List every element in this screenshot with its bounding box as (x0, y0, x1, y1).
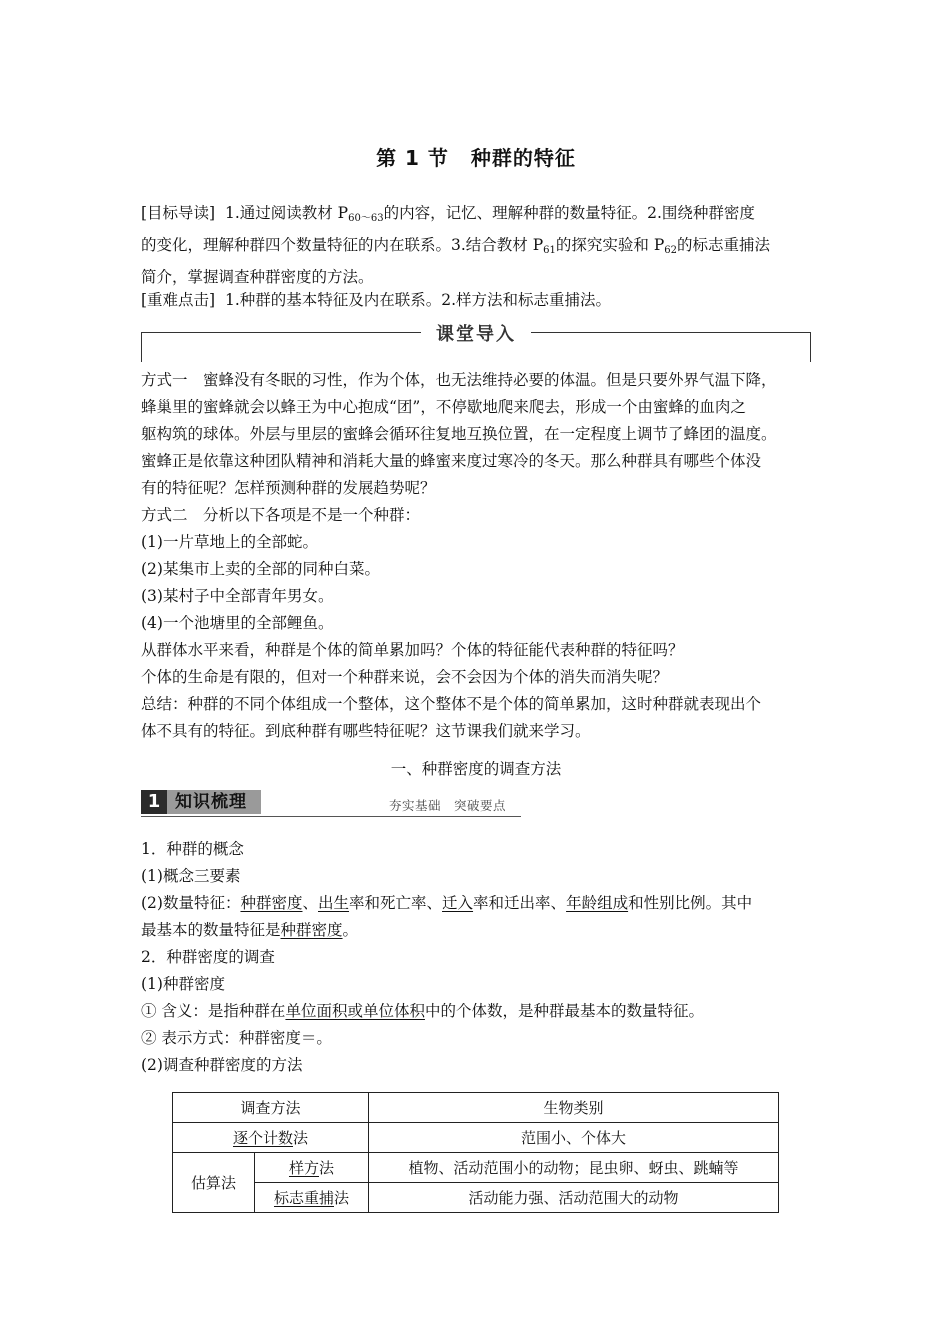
body-line: 最基本的数量特征是种群密度。 (141, 921, 359, 939)
table-cell-scope: 植物、活动范围小的动物；昆虫卵、蚜虫、跳蝻等 (369, 1153, 779, 1183)
intro-paragraphs (141, 367, 811, 745)
table-cell-scope: 活动能力强、活动范围大的动物 (369, 1183, 779, 1213)
answer-blank: 种群密度 (280, 921, 343, 939)
table-header-cell: 调查方法 (173, 1093, 369, 1123)
page-range-subscript: 60～63 (348, 213, 384, 224)
intro-line: 有的特征呢？怎样预测种群的发展趋势呢？ (141, 479, 436, 497)
objectives-paragraph (141, 200, 811, 291)
intro-line: 躯构筑的球体。外层与里层的蜜蜂会循环往复地互换位置，在一定程度上调节了蜂团的温度。 (141, 425, 777, 443)
body-line: (1)种群密度 (141, 975, 225, 993)
answer-blank: 出生 (318, 894, 350, 912)
objectives-text: 1.通过阅读教材 P (224, 204, 349, 222)
objectives-label: [目标导读] (141, 204, 216, 222)
keypoints-label: [重难点击] (141, 291, 216, 309)
title-section-number: 第 1 节 (376, 146, 449, 170)
objectives-text: 的变化，理解种群四个数量特征的内在联系。3.结合教材 P (141, 236, 544, 254)
intro-line: 总结：种群的不同个体组成一个整体，这个整体不是个体的简单累加，这时种群就表现出个 (141, 695, 762, 713)
objectives-text: 的探究实验和 P (555, 236, 665, 254)
table-row (173, 1123, 779, 1153)
knowledge-number: 1 (141, 790, 167, 814)
intro-header-frame (141, 320, 811, 364)
section-heading: 一、种群密度的调查方法 (390, 760, 562, 778)
body-line: ② 表示方式：种群密度＝。 (141, 1029, 332, 1047)
page-subscript: 61 (543, 245, 556, 256)
table-cell-method: 逐个计数法 (173, 1123, 369, 1153)
objectives-line-3: 简介，掌握调查种群密度的方法。 (141, 268, 374, 286)
table-cell-method: 样方法 (255, 1153, 369, 1183)
knowledge-paragraphs (141, 836, 811, 1079)
knowledge-tagline: 夯实基础 突破要点 (389, 798, 507, 813)
table-cell-method: 标志重捕法 (255, 1183, 369, 1213)
keypoints-text: 1.种群的基本特征及内在联系。2.样方法和标志重捕法。 (224, 291, 612, 309)
intro-line: 方式一 蜜蜂没有冬眠的习性，作为个体，也无法维持必要的体温。但是只要外界气温下降， (141, 371, 777, 389)
objectives-text: 的内容，记忆、理解种群的数量特征。2.围绕种群密度 (383, 204, 755, 222)
table-cell-scope: 范围小、个体大 (369, 1123, 779, 1153)
knowledge-header (141, 790, 521, 820)
page-subscript: 62 (664, 245, 677, 256)
intro-line: (2)某集市上卖的全部的同种白菜。 (141, 560, 380, 578)
body-line: (1)概念三要素 (141, 867, 241, 885)
intro-line: 方式二 分析以下各项是不是一个种群： (141, 506, 421, 524)
title-topic: 种群的特征 (470, 146, 576, 170)
intro-line: 从群体水平来看，种群是个体的简单累加吗？个体的特征能代表种群的特征吗？ (141, 641, 684, 659)
objectives-line-2 (141, 232, 811, 264)
intro-line: (4)一个池塘里的全部鲤鱼。 (141, 614, 334, 632)
objectives-line-1 (141, 200, 811, 232)
body-line: (2)数量特征：种群密度、出生率和死亡率、迁入率和迁出率、年龄组成和性别比例。其中 (141, 894, 753, 912)
answer-blank: 迁入 (442, 894, 474, 912)
answer-blank: 年龄组成 (566, 894, 629, 912)
body-line: 2．种群密度的调查 (141, 948, 275, 966)
table-header-cell: 生物类别 (369, 1093, 779, 1123)
table-header-row (173, 1093, 779, 1123)
intro-line: 体不具有的特征。到底种群有哪些特征呢？这节课我们就来学习。 (141, 722, 591, 740)
body-line: (2)调查种群密度的方法 (141, 1056, 303, 1074)
intro-line: 蜜蜂正是依靠这种团队精神和消耗大量的蜂蜜来度过寒冷的冬天。那么种群具有哪些个体没 (141, 452, 762, 470)
body-line: ① 含义：是指种群在单位面积或单位体积中的个体数，是种群最基本的数量特征。 (141, 1002, 704, 1020)
intro-line: (3)某村子中全部青年男女。 (141, 587, 334, 605)
table-row (173, 1153, 779, 1183)
intro-line: 蜂巢里的蜜蜂就会以蜂王为中心抱成“团”，不停歇地爬来爬去，形成一个由蜜蜂的血肉之 (141, 398, 746, 416)
body-line: 1．种群的概念 (141, 840, 244, 858)
intro-line: 个体的生命是有限的，但对一个种群来说，会不会因为个体的消失而消失呢？ (141, 668, 669, 686)
page-title (141, 142, 811, 171)
intro-header-label: 课堂导入 (436, 324, 516, 345)
objectives-text: 的标志重捕法 (676, 236, 770, 254)
survey-methods-table (172, 1092, 779, 1213)
answer-blank: 种群密度 (240, 894, 303, 912)
keypoints-paragraph (141, 287, 811, 314)
answer-blank: 单位面积或单位体积 (285, 1002, 425, 1020)
table-row (173, 1183, 779, 1213)
intro-line: (1)一片草地上的全部蛇。 (141, 533, 318, 551)
table-cell-estimate: 估算法 (173, 1153, 255, 1213)
knowledge-title: 知识梳理 (175, 792, 247, 812)
